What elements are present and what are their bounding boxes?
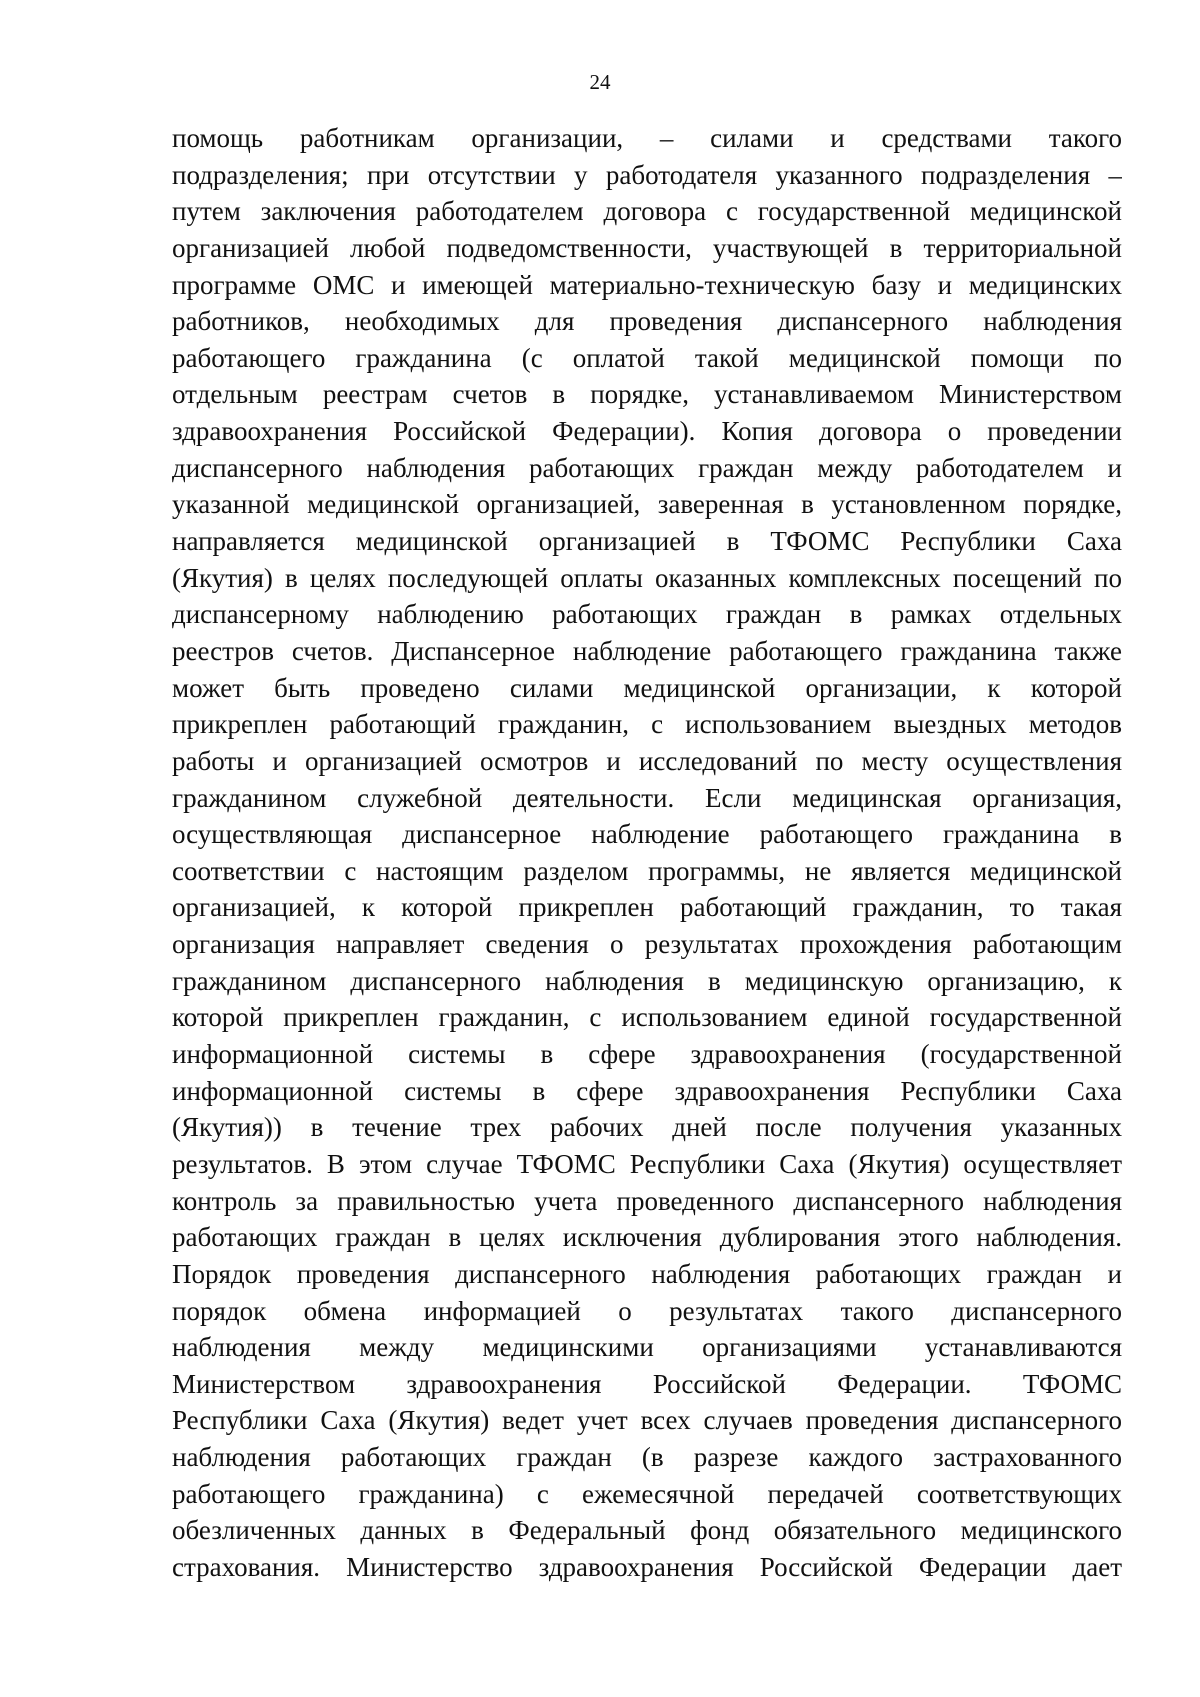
text-line-29: результатов. В этом случае ТФОМС Республики Саха (Якутия) осуществляет [172,1148,1122,1179]
text-line-9: здравоохранения Российской Федерации). Копия договора о проведении [172,416,1122,447]
text-line-35: Министерством здравоохранения Российской Федерации. ТФОМС [172,1368,1122,1399]
text-line-6: работников, необходимых для проведения диспансерного наблюдения [172,306,1122,337]
text-line-12: направляется медицинской организацией в ТФОМС Республики Саха [172,526,1122,557]
text-line-40: страхования. Министерство здравоохранения Российской Федерации дает [172,1551,1122,1582]
text-line-38: работающего гражданина) с ежемесячной передачей соответствующих [172,1478,1122,1509]
text-line-27: информационной системы в сфере здравоохранения Республики Саха [172,1075,1122,1106]
text-line-11: указанной медицинской организацией, заверенная в установленном порядке, [172,489,1122,520]
text-line-3: путем заключения работодателем договора с государственной медицинской [172,196,1122,227]
text-line-36: Республики Саха (Якутия) ведет учет всех случаев проведения диспансерного [172,1405,1122,1436]
text-line-24: гражданином диспансерного наблюдения в медицинскую организацию, к [172,965,1122,996]
text-line-31: работающих граждан в целях исключения дублирования этого наблюдения. [172,1222,1122,1253]
text-line-2: подразделения; при отсутствии у работодателя указанного подразделения – [172,159,1122,190]
text-line-15: реестров счетов. Диспансерное наблюдение работающего гражданина также [172,635,1122,666]
text-line-19: гражданином служебной деятельности. Если медицинская организация, [172,782,1122,813]
text-line-21: соответствии с настоящим разделом программы, не является медицинской [172,855,1122,886]
text-line-1: помощь работникам организации, – силами и средствами такого [172,123,1122,153]
text-line-10: диспансерного наблюдения работающих граждан между работодателем и [172,452,1122,483]
text-line-39: обезличенных данных в Федеральный фонд обязательного медицинского [172,1515,1122,1546]
text-line-5: программе ОМС и имеющей материально-техническую базу и медицинских [172,269,1122,300]
text-line-17: прикреплен работающий гражданин, с использованием выездных методов [172,709,1122,740]
text-line-13: (Якутия) в целях последующей оплаты оказанных комплексных посещений по [172,562,1122,593]
text-line-28: (Якутия)) в течение трех рабочих дней после получения указанных [172,1112,1122,1143]
text-line-25: которой прикреплен гражданин, с использованием единой государственной [172,1002,1122,1033]
text-line-14: диспансерному наблюдению работающих граждан в рамках отдельных [172,599,1122,630]
text-line-7: работающего гражданина (с оплатой такой медицинской помощи по [172,342,1122,373]
text-line-4: организацией любой подведомственности, участвующей в территориальной [172,232,1122,263]
text-line-34: наблюдения между медицинскими организациями устанавливаются [172,1332,1122,1363]
text-line-33: порядок обмена информацией о результатах такого диспансерного [172,1295,1122,1326]
text-line-20: осуществляющая диспансерное наблюдение работающего гражданина в [172,819,1122,850]
text-line-37: наблюдения работающих граждан (в разрезе каждого застрахованного [172,1442,1122,1473]
text-line-22: организацией, к которой прикреплен работающий гражданин, то такая [172,892,1122,923]
text-line-32: Порядок проведения диспансерного наблюдения работающих граждан и [172,1258,1122,1289]
text-line-8: отдельным реестрам счетов в порядке, устанавливаемом Министерством [172,379,1122,410]
text-line-23: организация направляет сведения о результатах прохождения работающим [172,929,1122,960]
text-line-26: информационной системы в сфере здравоохранения (государственной [172,1039,1122,1070]
page-number: 24 [589,70,611,94]
text-line-18: работы и организацией осмотров и исследований по месту осуществления [172,745,1122,776]
text-line-30: контроль за правильностью учета проведенного диспансерного наблюдения [172,1185,1122,1216]
body-text [172,120,1122,1586]
text-line-16: может быть проведено силами медицинской организации, к которой [172,672,1122,703]
